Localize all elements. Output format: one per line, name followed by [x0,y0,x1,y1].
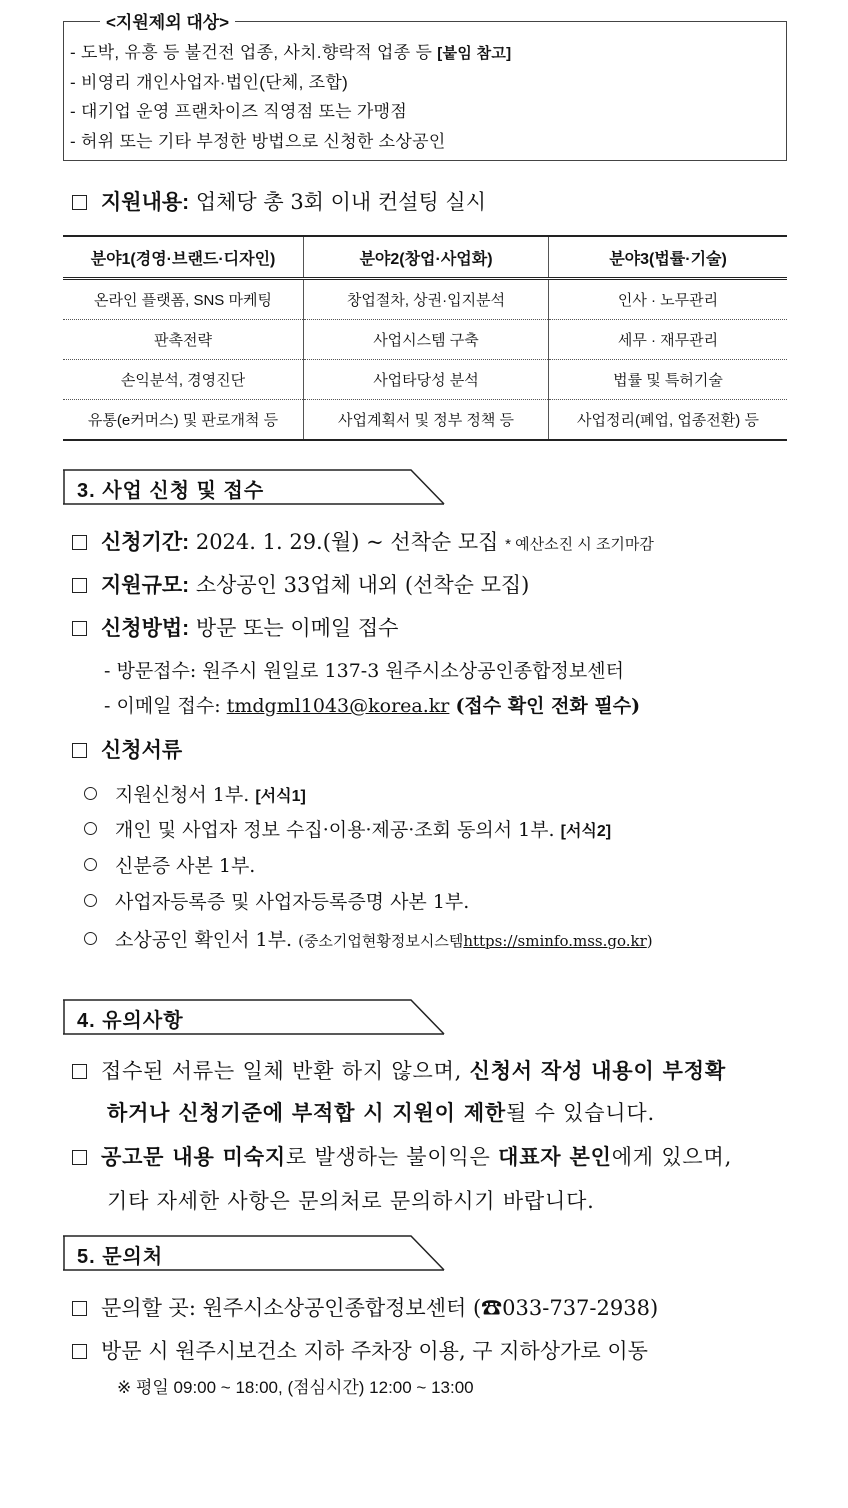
office-hours: ※ 평일 09:00 ~ 18:00, (점심시간) 12:00 ~ 13:00 [117,1378,474,1397]
notice-2-cont: 기타 자세한 사항은 문의처로 문의하시기 바랍니다. [107,1189,595,1213]
circle-bullet-icon [84,822,97,835]
table-cell: 손익분석, 경영진단 [63,360,304,400]
checkbox-icon [72,1150,87,1165]
support-table [63,235,787,441]
visit-direction-line: 방문 시 원주시보건소 지하 주차장 이용, 구 지하상가로 이동 [72,1335,648,1365]
checkbox-icon [72,1344,87,1359]
table-header: 분야2(창업·사업화) [304,236,549,279]
notice-2: 공고문 내용 미숙지로 발생하는 불이익은 대표자 본인에게 있으며, [72,1141,732,1171]
table-row [63,400,787,441]
contact-line: 문의할 곳: 원주시소상공인종합정보센터 (☎033-737-2938) [72,1292,658,1322]
table-cell: 온라인 플랫폼, SNS 마케팅 [63,279,304,320]
table-row [63,320,787,360]
scale-line: 지원규모: 소상공인 33업체 내외 (선착순 모집) [72,569,529,599]
table-cell: 사업타당성 분석 [304,360,549,400]
method-line: 신청방법: 방문 또는 이메일 접수 [72,612,398,642]
email-link[interactable]: tmdgml1043@korea.kr [226,695,450,717]
section-5-header [63,1235,445,1271]
table-header-row [63,236,787,279]
circle-bullet-icon [84,932,97,945]
email-line: - 이메일 접수: tmdgml1043@korea.kr (접수 확인 전화 필수) [104,695,641,717]
table-row [63,279,787,320]
table-header: 분야3(법률·기술) [549,236,788,279]
attach-note: [붙임 참고] [437,45,512,62]
checkbox-icon [72,195,87,210]
visit-line: - 방문접수: 원주시 원일로 137-3 원주시소상공인종합정보센터 [104,660,624,682]
doc-item: 사업자등록증 및 사업자등록증명 사본 1부. [84,887,469,914]
email-note: (접수 확인 전화 필수) [455,695,641,717]
table-cell: 법률 및 특허기술 [549,360,788,400]
checkbox-icon [72,535,87,550]
checkbox-icon [72,578,87,593]
circle-bullet-icon [84,858,97,871]
table-cell: 유통(e커머스) 및 판로개척 등 [63,400,304,441]
checkbox-icon [72,1301,87,1316]
table-cell: 인사 · 노무관리 [549,279,788,320]
section-3-header [63,469,445,505]
section-4-title: 4. 유의사항 [77,1010,184,1032]
excluded-item: - 허위 또는 기타 부정한 방법으로 신청한 소상공인 [70,132,446,151]
checkbox-icon [72,743,87,758]
table-cell: 창업절차, 상권·입지분석 [304,279,549,320]
excluded-title: <지원제외 대상> [100,8,235,33]
excluded-item: - 비영리 개인사업자·법인(단체, 조합) [70,73,349,92]
doc-item: 소상공인 확인서 1부. (중소기업현황정보시스템https://sminfo.mss.go.kr) [84,925,653,952]
checkbox-icon [72,621,87,636]
excluded-item: - 도박, 유흥 등 불건전 업종, 사치.향락적 업종 등 [붙임 참고] [70,43,512,62]
table-cell: 세무 · 재무관리 [549,320,788,360]
notice-1-cont: 하거나 신청기준에 부적합 시 지원이 제한될 수 있습니다. [107,1100,655,1125]
table-cell: 판촉전략 [63,320,304,360]
doc-item: 지원신청서 1부. [서식1] [84,780,306,807]
table-cell: 사업정리(폐업, 업종전환) 등 [549,400,788,441]
notice-1: 접수된 서류는 일체 반환 하지 않으며, 신청서 작성 내용이 부정확 [72,1055,726,1085]
table-cell: 사업시스템 구축 [304,320,549,360]
section-3-title: 3. 사업 신청 및 접수 [77,480,265,502]
section-4-header [63,999,445,1035]
phone-icon: ☎ [481,1296,503,1320]
doc-item: 개인 및 사업자 정보 수집·이용·제공·조회 동의서 1부. [서식2] [84,815,611,842]
docs-heading: 신청서류 [72,734,182,764]
circle-bullet-icon [84,894,97,907]
sminfo-link[interactable]: https://sminfo.mss.go.kr [463,932,647,950]
checkbox-icon [72,1064,87,1079]
support-heading: 지원내용: 업체당 총 3회 이내 컨설팅 실시 [72,186,486,216]
table-row [63,360,787,400]
excluded-item: - 대기업 운영 프랜차이즈 직영점 또는 가맹점 [70,102,408,121]
circle-bullet-icon [84,787,97,800]
table-cell: 사업계획서 및 정부 정책 등 [304,400,549,441]
table-header: 분야1(경영·브랜드·디자인) [63,236,304,279]
section-5-title: 5. 문의처 [77,1246,164,1268]
period-line: 신청기간: 2024. 1. 29.(월) ~ 선착순 모집 * 예산소진 시 조기마감 [72,526,654,556]
doc-item: 신분증 사본 1부. [84,851,255,878]
